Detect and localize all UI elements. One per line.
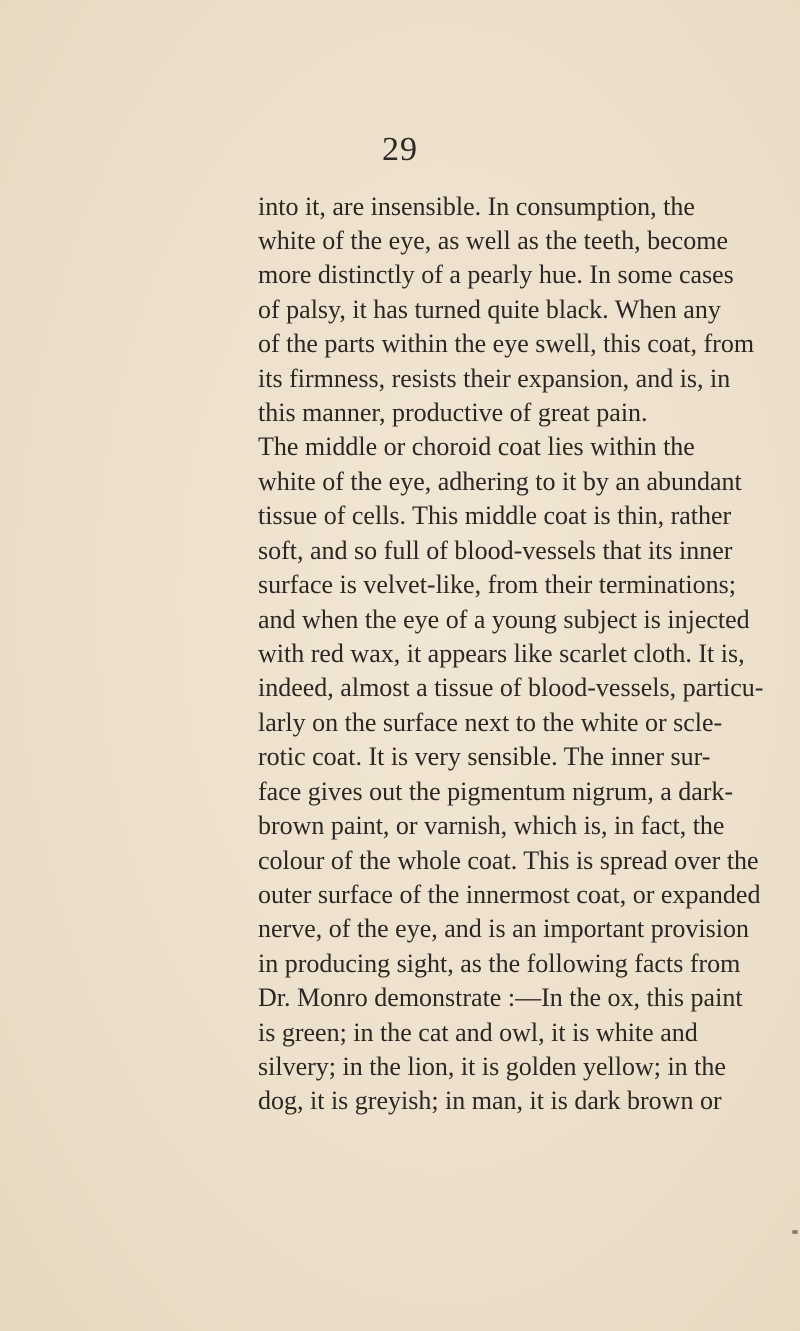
text-line: dog, it is greyish; in man, it is dark brown or — [258, 1086, 722, 1115]
text-line: tissue of cells. This middle coat is thin, rather — [258, 501, 732, 530]
text-line: its firmness, resists their expansion, and is, in — [258, 364, 731, 393]
page-number: 29 — [382, 131, 418, 168]
paper-speck — [792, 1230, 798, 1234]
text-line: face gives out the pigmentum nigrum, a dark- — [258, 777, 734, 806]
text-line: into it, are insensible. In consumption, the — [258, 192, 695, 221]
text-line: with red wax, it appears like scarlet cloth. It is, — [258, 639, 745, 668]
text-line: outer surface of the innermost coat, or expanded — [258, 880, 761, 909]
text-line: nerve, of the eye, and is an important provision — [258, 914, 749, 943]
text-line: is green; in the cat and owl, it is white and — [258, 1018, 698, 1047]
text-line: Dr. Monro demonstrate :—In the ox, this paint — [258, 983, 743, 1012]
text-line: in producing sight, as the following facts from — [258, 949, 741, 978]
text-line: of the parts within the eye swell, this coat, from — [258, 329, 755, 358]
text-line: this manner, productive of great pain. — [258, 398, 648, 427]
text-line: of palsy, it has turned quite black. When any — [258, 295, 721, 324]
text-line: and when the eye of a young subject is injected — [258, 605, 750, 634]
text-line: soft, and so full of blood-vessels that its inner — [258, 536, 733, 565]
text-line: white of the eye, as well as the teeth, become — [258, 226, 728, 255]
text-line: larly on the surface next to the white or scle- — [258, 708, 723, 737]
text-line: white of the eye, adhering to it by an abundant — [258, 467, 742, 496]
text-line: surface is velvet-like, from their terminations; — [258, 570, 736, 599]
text-line: indeed, almost a tissue of blood-vessels, particu- — [258, 673, 764, 702]
text-line: The middle or choroid coat lies within the — [258, 432, 695, 461]
text-line: more distinctly of a pearly hue. In some cases — [258, 260, 734, 289]
text-line: colour of the whole coat. This is spread over the — [258, 846, 759, 875]
text-line: brown paint, or varnish, which is, in fact, the — [258, 811, 725, 840]
text-line: rotic coat. It is very sensible. The inner sur- — [258, 742, 711, 771]
text-line: silvery; in the lion, it is golden yellow; in the — [258, 1052, 726, 1081]
